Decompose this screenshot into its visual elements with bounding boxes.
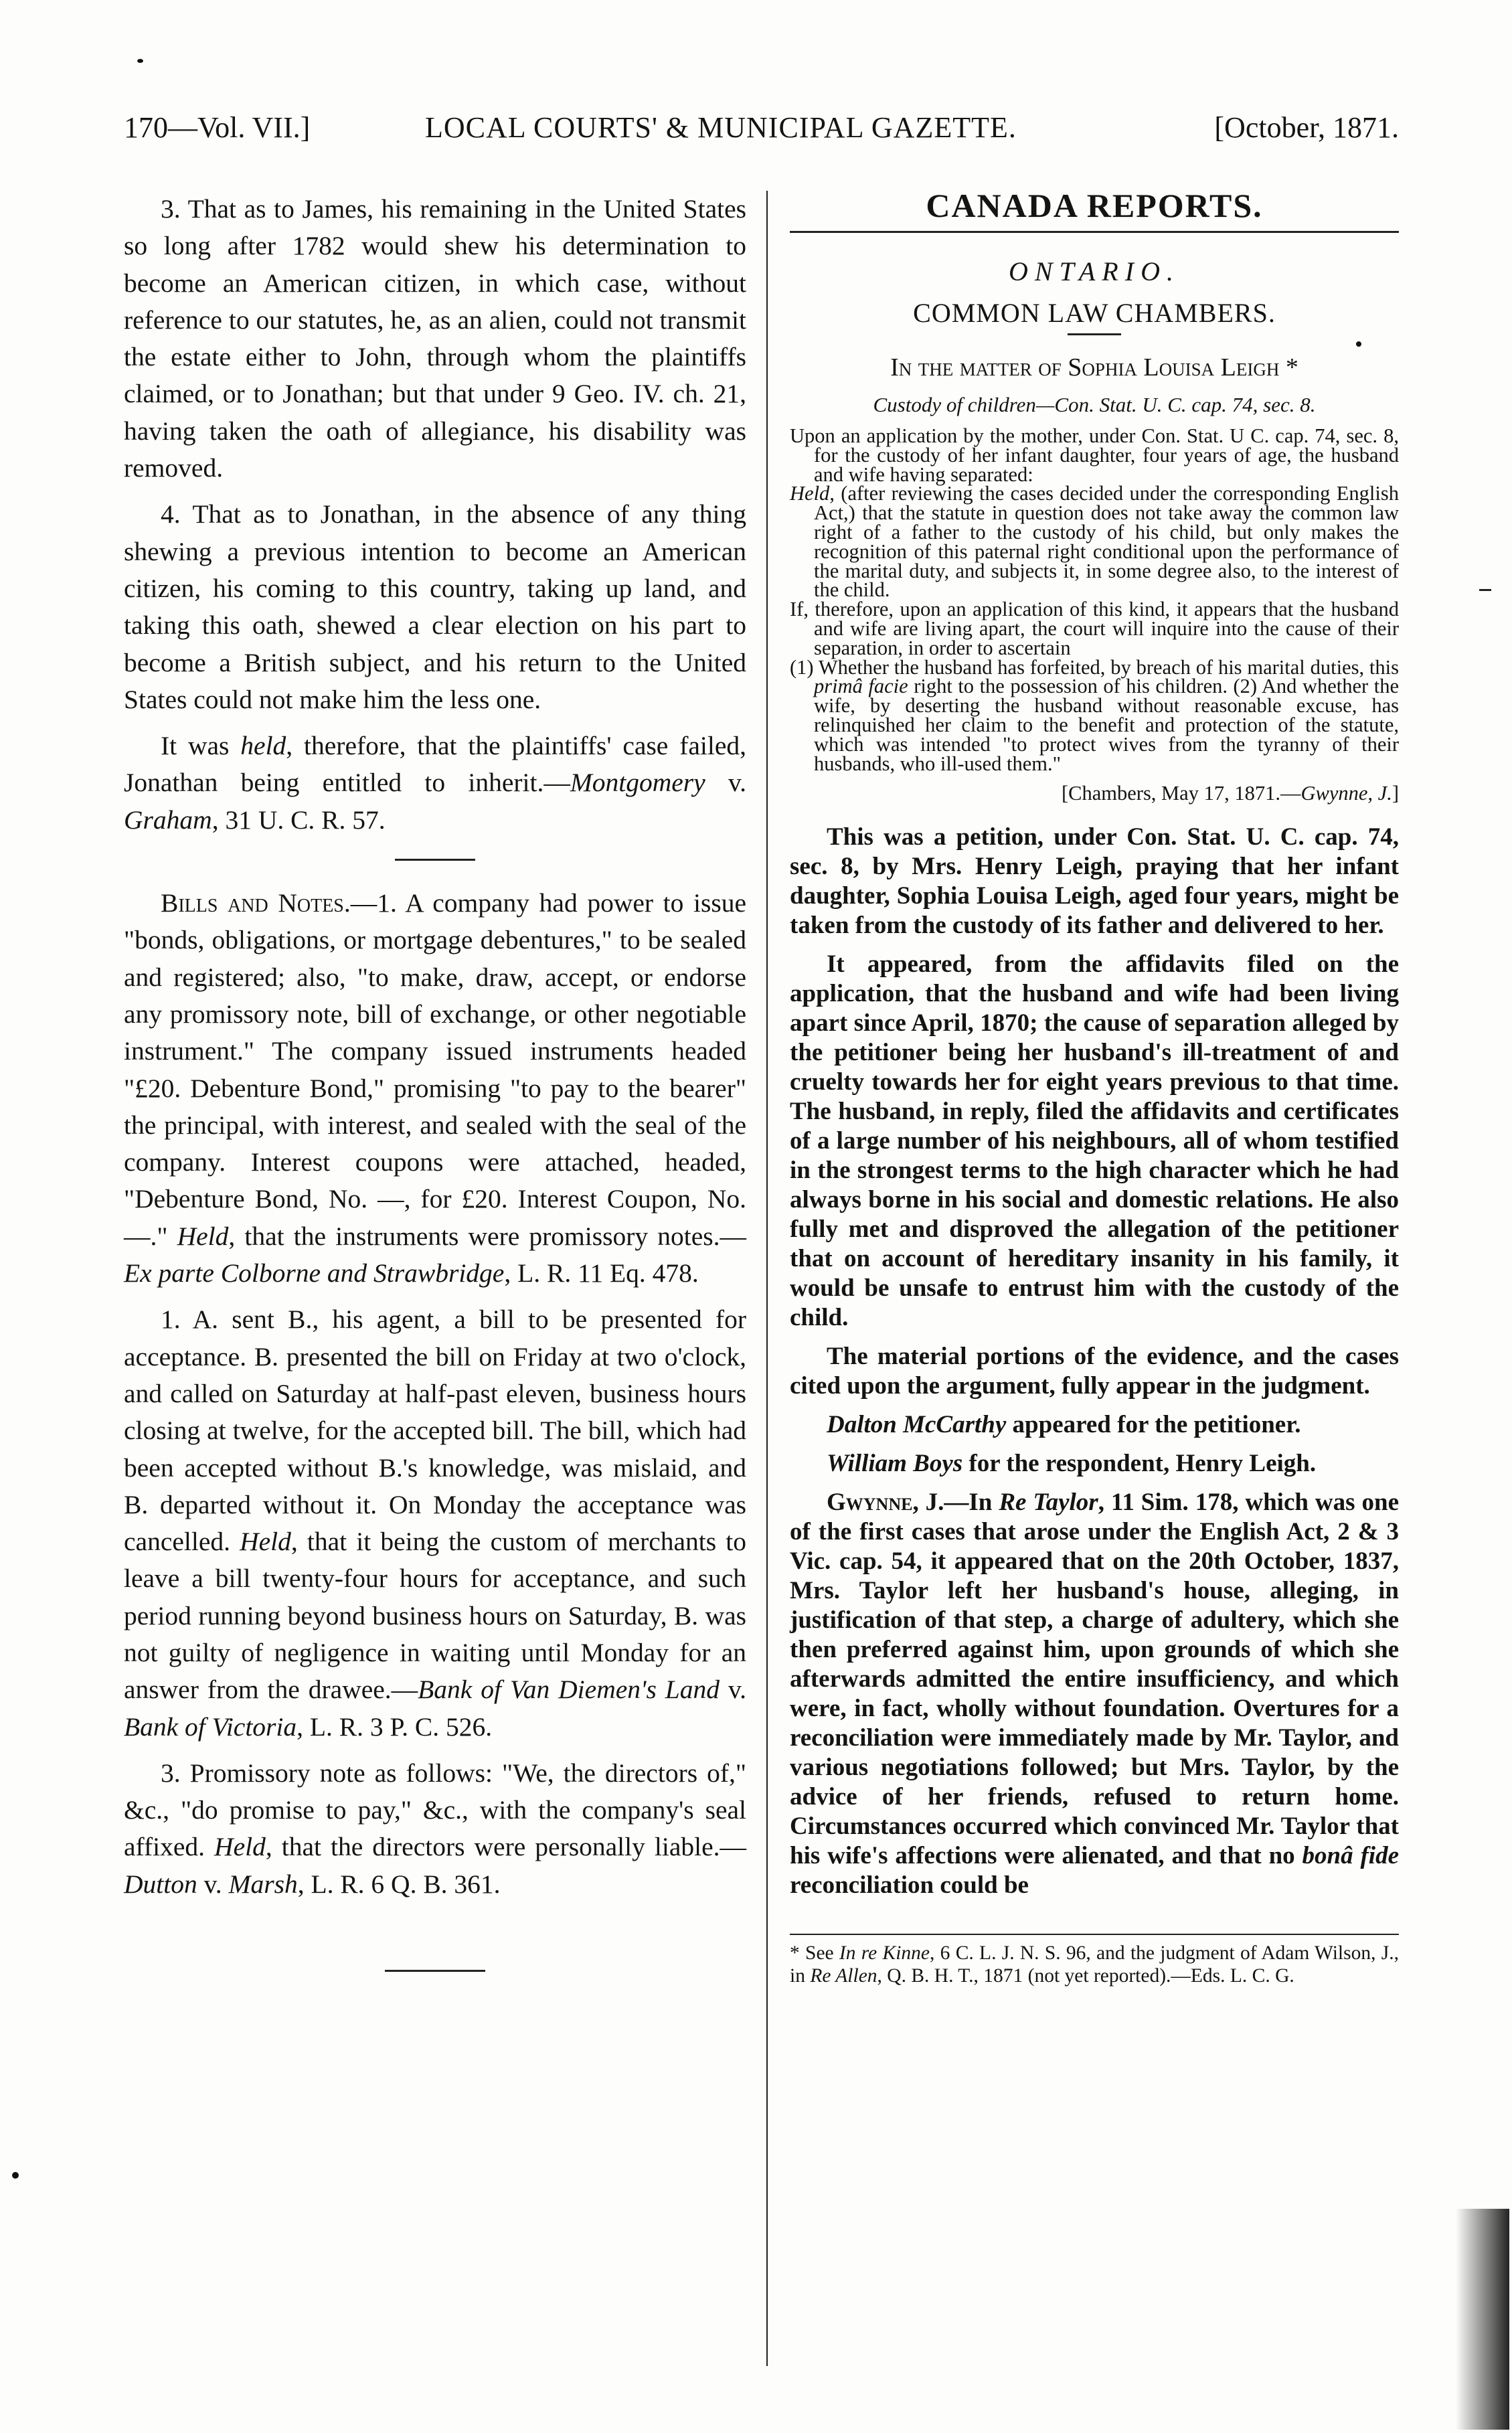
paragraph-petition: This was a petition, under Con. Stat. U. C. cap. 74, sec. 8, by Mrs. Henry Leigh, praying that her infant daughter, Sophia Louisa Leigh, aged four years, might be taken from the custody of its father and delivered to her.	[790, 823, 1399, 940]
scan-edge-shadow	[1456, 2209, 1509, 2430]
scan-speck	[137, 59, 143, 63]
footnote: * See In re Kinne, 6 C. L. J. N. S. 96, and the judgment of Adam Wilson, J., in Re Allen, Q. B. H. T., 1871 (not yet reported).—Eds. L. C. G.	[790, 1942, 1399, 1987]
paragraph-counsel-petitioner: Dalton McCarthy appeared for the petitioner.	[827, 1411, 1301, 1439]
column-divider	[766, 191, 768, 2366]
headnote-subject: Custody of children—Con. Stat. U. C. cap. 74, sec. 8.	[873, 393, 1316, 416]
running-head	[124, 110, 1399, 157]
court-heading: COMMON LAW CHAMBERS.	[913, 298, 1276, 328]
paragraph-jonathan: 4. That as to Jonathan, in the absence of any thing shewing a previous intention to become an American citizen, his coming to this country, taking up land, and taking this oath, shewed a clear election on his part to become a British subject, and his return to the United States could not make him the less one.	[124, 499, 746, 714]
paragraph-judgment: Gwynne, J.—In Re Taylor, 11 Sim. 178, which was one of the first cases that arose under the English Act, 2 & 3 Vic. cap. 54, it appeared that on the 20th October, 1837, Mrs. Taylor left her husband's house, alleging, in justification of that step, a charge of adultery, which she then preferred against him, upon grounds of which she afterwards admitted the entire insufficiency, and which were, in fact, wholly without foundation. Overtures for a reconciliation were immediately made by Mr. Taylor, and various negotiations followed; but Mrs. Taylor, by the advice of her friends, refused to return home. Circumstances occurred which convinced Mr. Taylor that his wife's affections were alienated, and that no bonâ fide reconciliation could be	[790, 1489, 1399, 1900]
scan-speck	[12, 2172, 19, 2179]
footnote-rule	[790, 1934, 1399, 1935]
case-title: In the matter of Sophia Louisa Leigh *	[890, 353, 1298, 382]
margin-mark	[1479, 589, 1491, 591]
page-number-volume: 170—Vol. VII.]	[124, 111, 311, 144]
headnote-held: Held, (after reviewing the cases decided under the corresponding English Act,) that the statute in question does not take away the common law right of a father to the custody of his child, but only makes the recognition of this paternal right conditional upon the performance of the marital duty, and subjects it, in some degree also, to the interest of the child.	[790, 482, 1399, 602]
bills-and-notes-heading: Bills and Notes.	[161, 888, 351, 918]
headnote-therefore: If, therefore, upon an application of this kind, it appears that the husband and wife are living apart, the court will inquire into the cause of their separation, in order to ascertain	[790, 598, 1399, 659]
headnote-application: Upon an application by the mother, under Con. Stat. U C. cap. 74, sec. 8, for the custody of her infant daughter, four years of age, the husband and wife having separated:	[790, 424, 1399, 486]
paragraph-bills-and-notes: Bills and Notes.—1. A company had power to issue "bonds, obligations, or mortgage debentures," to be sealed and registered; also, "to make, draw, accept, or endorse any promissory note, bill of exchange, or other negotiable instrument." The company issued instruments headed "£20. Debenture Bond," promising "to pay to the bearer" the principal, with interest, and sealed with the seal of the company. Interest coupons were attached, headed, "Debenture Bond, No. —, for £20. Interest Coupon, No. —." Held, that the instruments were promissory notes.—Ex parte Colborne and Strawbridge, L. R. 11 Eq. 478.	[124, 888, 746, 1288]
section-title: CANADA REPORTS.	[926, 187, 1263, 224]
scan-speck	[1356, 341, 1361, 347]
paragraph-held-montgomery: It was held, therefore, that the plaintiffs' case failed, Jonathan being entitled to inherit.—Montgomery v. Graham, 31 U. C. R. 57.	[124, 731, 746, 835]
left-column	[124, 191, 746, 1972]
paragraph-promissory-note: 3. Promissory note as follows: "We, the directors of," &c., "do promise to pay," &c., with the company's seal affixed. Held, that the directors were personally liable.—Dutton v. Marsh, L. R. 6 Q. B. 361.	[124, 1758, 746, 1899]
province-heading: ONTARIO.	[1009, 256, 1180, 286]
section-divider	[395, 859, 475, 861]
issue-date: [October, 1871.	[1214, 111, 1399, 144]
paragraph-counsel-respondent: William Boys for the respondent, Henry Leigh.	[827, 1450, 1317, 1478]
headnote-conditions: (1) Whether the husband has forfeited, by breach of his marital duties, this primâ facie right to the possession of his children. (2) And whether the wife, by deserting the husband without reasonable excuse, has relinquished her claim to the benefit and protection of the statute, which was intended "to protect wives from the tyranny of their husbands, who ill-used them."	[790, 655, 1399, 775]
paragraph-evidence: The material portions of the evidence, and the cases cited upon the argument, fully appear in the judgment.	[790, 1343, 1399, 1400]
right-column	[790, 187, 1399, 1997]
paragraph-bill-acceptance: 1. A. sent B., his agent, a bill to be presented for acceptance. B. presented the bill on Friday at two o'clock, and called on Saturday at half-past eleven, business hours closing at twelve, for the accepted bill. The bill, which had been accepted without B.'s knowledge, was mislaid, and B. departed without it. On Monday the acceptance was cancelled. Held, that it being the custom of merchants to leave a bill twenty-four hours for acceptance, and such period running beyond business hours on Saturday, B. was not guilty of negligence in waiting until Monday for an answer from the drawee.—Bank of Van Diemen's Land v. Bank of Victoria, L. R. 3 P. C. 526.	[124, 1305, 747, 1742]
chambers-citation: [Chambers, May 17, 1871.—Gwynne, J.]	[1061, 782, 1399, 805]
paragraph-affidavits: It appeared, from the affidavits filed on the application, that the husband and wife had been living apart since April, 1870; the cause of separation alleged by the petitioner being her husband's ill-treatment of and cruelty towards her for eight years previous to that time. The husband, in reply, filed the affidavits and certificates of a large number of his neighbours, all of whom testified in the strongest terms to the high character which he had always borne in his social and domestic relations. He also fully met and disproved the allegation of the petitioner that on account of hereditary insanity in his family, it would be unsafe to entrust him with the custody of the child.	[790, 950, 1399, 1332]
paragraph-james: 3. That as to James, his remaining in the United States so long after 1782 would shew his determination to become an American citizen, in which case, without reference to our statutes, he, as an alien, could not transmit the estate either to John, through whom the plaintiffs claimed, or to Jonathan; but that under 9 Geo. IV. ch. 21, having taken the oath of allegiance, his disability was removed.	[124, 194, 746, 483]
court-rule	[1068, 333, 1121, 335]
title-rule	[790, 231, 1399, 233]
publication-title: LOCAL COURTS' & MUNICIPAL GAZETTE.	[425, 111, 1017, 144]
column-end-rule	[385, 1970, 485, 1972]
